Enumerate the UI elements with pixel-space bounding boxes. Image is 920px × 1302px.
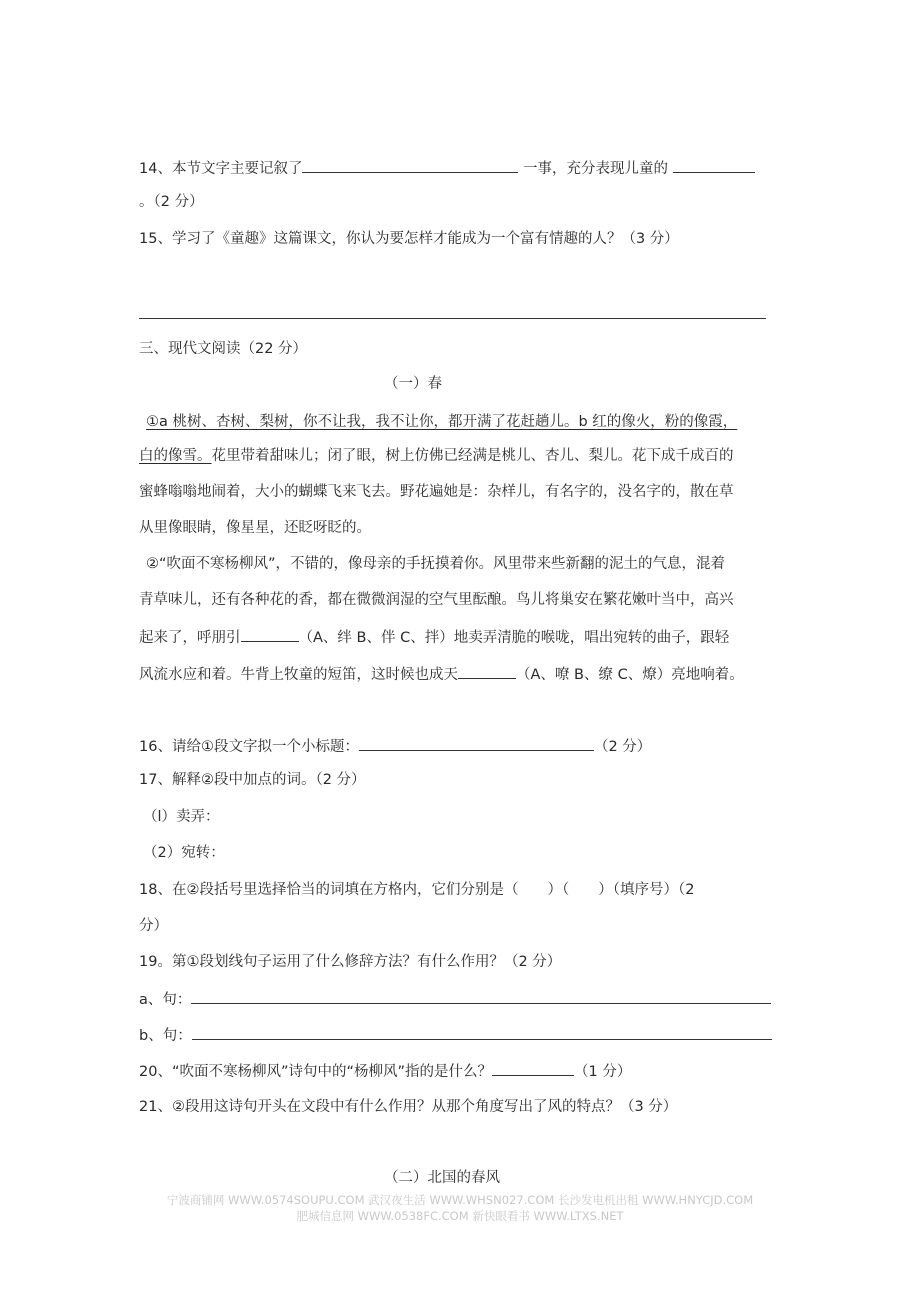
question-18-cont: 分） <box>139 918 168 934</box>
p1-line-1 <box>146 412 737 432</box>
q16-blank[interactable] <box>359 735 594 751</box>
p1-underlined-sentence-1: ①a 桃树、杏树、梨树，你不让我，我不让你，都开满了花赶趟儿。b 红的像火，粉的像霞， <box>146 414 738 430</box>
question-15: 15、学习了《童趣》这篇课文，你认为要怎样才能成为一个富有情趣的人？（3 分） <box>139 231 679 247</box>
footer-watermark-line-2: 肥城信息网 WWW.0538FC.COM 新快眼看书 WWW.LTXS.NET <box>296 1209 624 1223</box>
question-17: 17、解释②段中加点的词。（2 分） <box>139 772 366 788</box>
p1-line-2 <box>139 446 734 466</box>
p1-line-3: 蜜蜂嗡嗡地闹着，大小的蝴蝶飞来飞去。野花遍她是：杂样儿，有名字的，没名字的，散在草 <box>139 484 734 500</box>
footer-watermark-line-1: 宁波商铺网 WWW.0574SOUPU.COM 武汉夜生活 WWW.WHSN027.COM 长沙发电机出租 WWW.HNYCJD.COM <box>166 1193 754 1207</box>
q16-text-b: （2 分） <box>593 739 652 755</box>
p2-blank-1[interactable] <box>241 626 299 642</box>
q14-text-b: 一事，充分表现儿童的 <box>518 161 673 177</box>
q16-text-a: 16、请给①段文字拟一个小标题： <box>139 739 359 755</box>
q19-answer-b <box>139 1024 772 1046</box>
p1-line-4: 从里像眼睛，像星星，还眨呀眨的。 <box>139 520 371 536</box>
q19-blank-a[interactable] <box>191 988 771 1004</box>
q19-label-b: b、句： <box>139 1028 192 1044</box>
q14-blank-2[interactable] <box>673 157 755 173</box>
q19-label-a: a、句： <box>139 992 192 1008</box>
p2-line-3 <box>139 626 729 648</box>
passage-1-title: （一）春 <box>384 376 442 392</box>
p2-blank-2[interactable] <box>458 663 516 679</box>
q17-item-2: （2）宛转： <box>143 845 225 861</box>
q20-text-a: 20、“吹面不寒杨柳风”诗句中的“杨柳风”指的是什么？ <box>139 1064 492 1080</box>
q14-score: 。（2 分） <box>139 194 204 210</box>
question-21: 21、②段用这诗句开头在文段中有什么作用？从那个角度写出了风的特点？（3 分） <box>139 1099 678 1115</box>
p1-underlined-sentence-2: 白的像雪。 <box>139 448 212 464</box>
q15-answer-line[interactable] <box>139 318 766 319</box>
p2-line-1: ②“吹面不寒杨柳风”，不错的，像母亲的手抚摸着你。风里带来些新翻的泥土的气息，混着 <box>146 556 726 572</box>
question-18: 18、在②段括号里选择恰当的词填在方格内，它们分别是（ ）（ ）（填序号）（2 <box>139 882 695 898</box>
passage-2-title: （二）北国的春风 <box>384 1170 500 1186</box>
question-14 <box>139 157 755 179</box>
question-16 <box>139 735 651 757</box>
p2-line-4-a: 风流水应和着。牛背上牧童的短笛，这时候也成天 <box>139 667 458 683</box>
p2-line-4 <box>139 663 744 685</box>
section-heading-3: 三、现代文阅读（22 分） <box>139 341 308 357</box>
q19-answer-a <box>139 988 771 1010</box>
p1-line-2-rest: 花里带着甜味儿；闭了眼，树上仿佛已经满是桃儿、杏儿、梨儿。花下成千成百的 <box>211 448 734 464</box>
q14-blank-1[interactable] <box>302 157 518 173</box>
p2-line-3-b: （A、绊 B、伴 C、拌）地卖弄清脆的喉咙，唱出宛转的曲子，跟轻 <box>298 630 730 646</box>
q20-text-b: （1 分） <box>574 1064 632 1080</box>
q20-blank[interactable] <box>492 1060 574 1076</box>
q19-blank-b[interactable] <box>192 1024 772 1040</box>
question-19: 19。第①段划线句子运用了什么修辞方法？有什么作用？（2 分） <box>139 954 562 970</box>
p2-line-4-b: （A、嘹 B、缭 C、燎）亮地响着。 <box>516 667 744 683</box>
q14-text-a: 14、本节文字主要记叙了 <box>139 161 303 177</box>
p2-line-2: 青草味儿，还有各种花的香，都在微微润湿的空气里酝酿。鸟儿将巢安在繁花嫩叶当中，高兴 <box>139 592 734 608</box>
p2-line-3-a: 起来了，呼朋引 <box>139 630 241 646</box>
question-20 <box>139 1060 631 1082</box>
q17-item-1: （l）卖弄： <box>143 809 220 825</box>
